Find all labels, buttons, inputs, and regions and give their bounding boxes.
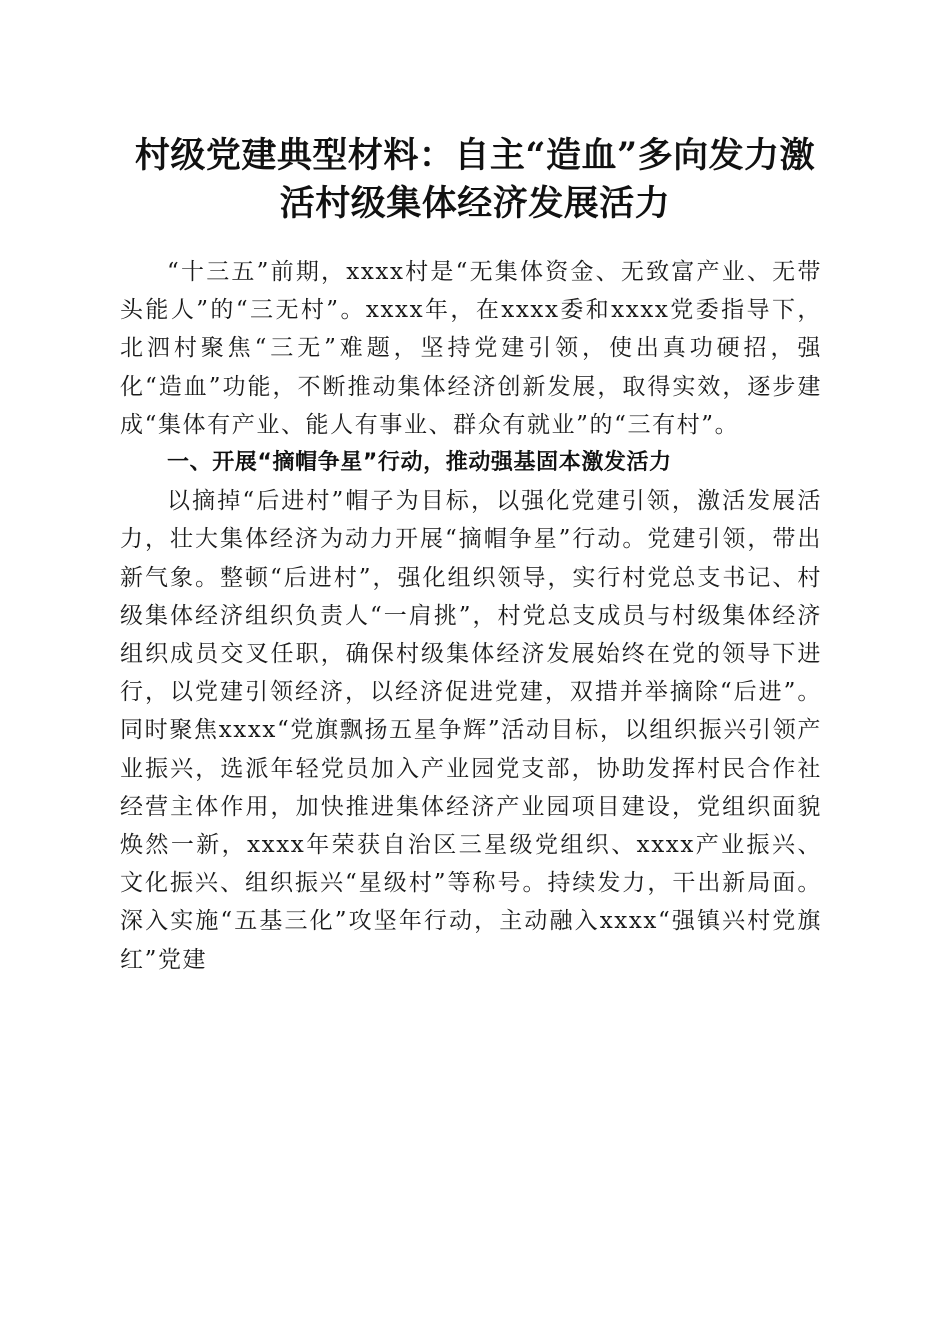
document-title [100, 132, 850, 228]
section-1-paragraph: 以摘掉“后进村”帽子为目标，以强化党建引领，激活发展活力，壮大集体经济为动力开展“摘帽争星”行动。党建引领，带出新气象。整顿“后进村”，强化组织领导，实行村党总支书记、村级集体经济组织负责人“一肩挑”，村党总支成员与村级集体经济组织成员交叉任职，确保村级集体经济发展始终在党的领导下进行，以党建引领经济，以经济促进党建，双措并举摘除“后进”。同时聚焦xxxx“党旗飘扬五星争辉”活动目标，以组织振兴引领产业振兴，选派年轻党员加入产业园党支部，协助发挥村民合作社经营主体作用，加快推进集体经济产业园项目建设，党组织面貌焕然一新，xxxx年荣获自治区三星级党组织、xxxx产业振兴、文化振兴、组织振兴“星级村”等称号。持续发力，干出新局面。深入实施“五基三化”攻坚年行动，主动融入xxxx“强镇兴村党旗红”党建 [120, 488, 822, 973]
section-heading-1: 一、开展“摘帽争星”行动，推动强基固本激发活力 [167, 450, 672, 476]
title-line-1: 村级党建典型材料：自主“造血”多向发力激 [134, 135, 816, 176]
title-line-2: 活村级集体经济发展活力 [279, 183, 671, 224]
intro-paragraph: “十三五”前期，xxxx村是“无集体资金、无致富产业、无带头能人”的“三无村”。xxxx年，在xxxx委和xxxx党委指导下，北泗村聚焦“三无”难题，坚持党建引领，使出真功硬招，强化“造血”功能，不断推动集体经济创新发展，取得实效，逐步建成“集体有产业、能人有事业、群众有就业”的“三有村”。 [120, 259, 822, 438]
document-body [120, 253, 822, 979]
